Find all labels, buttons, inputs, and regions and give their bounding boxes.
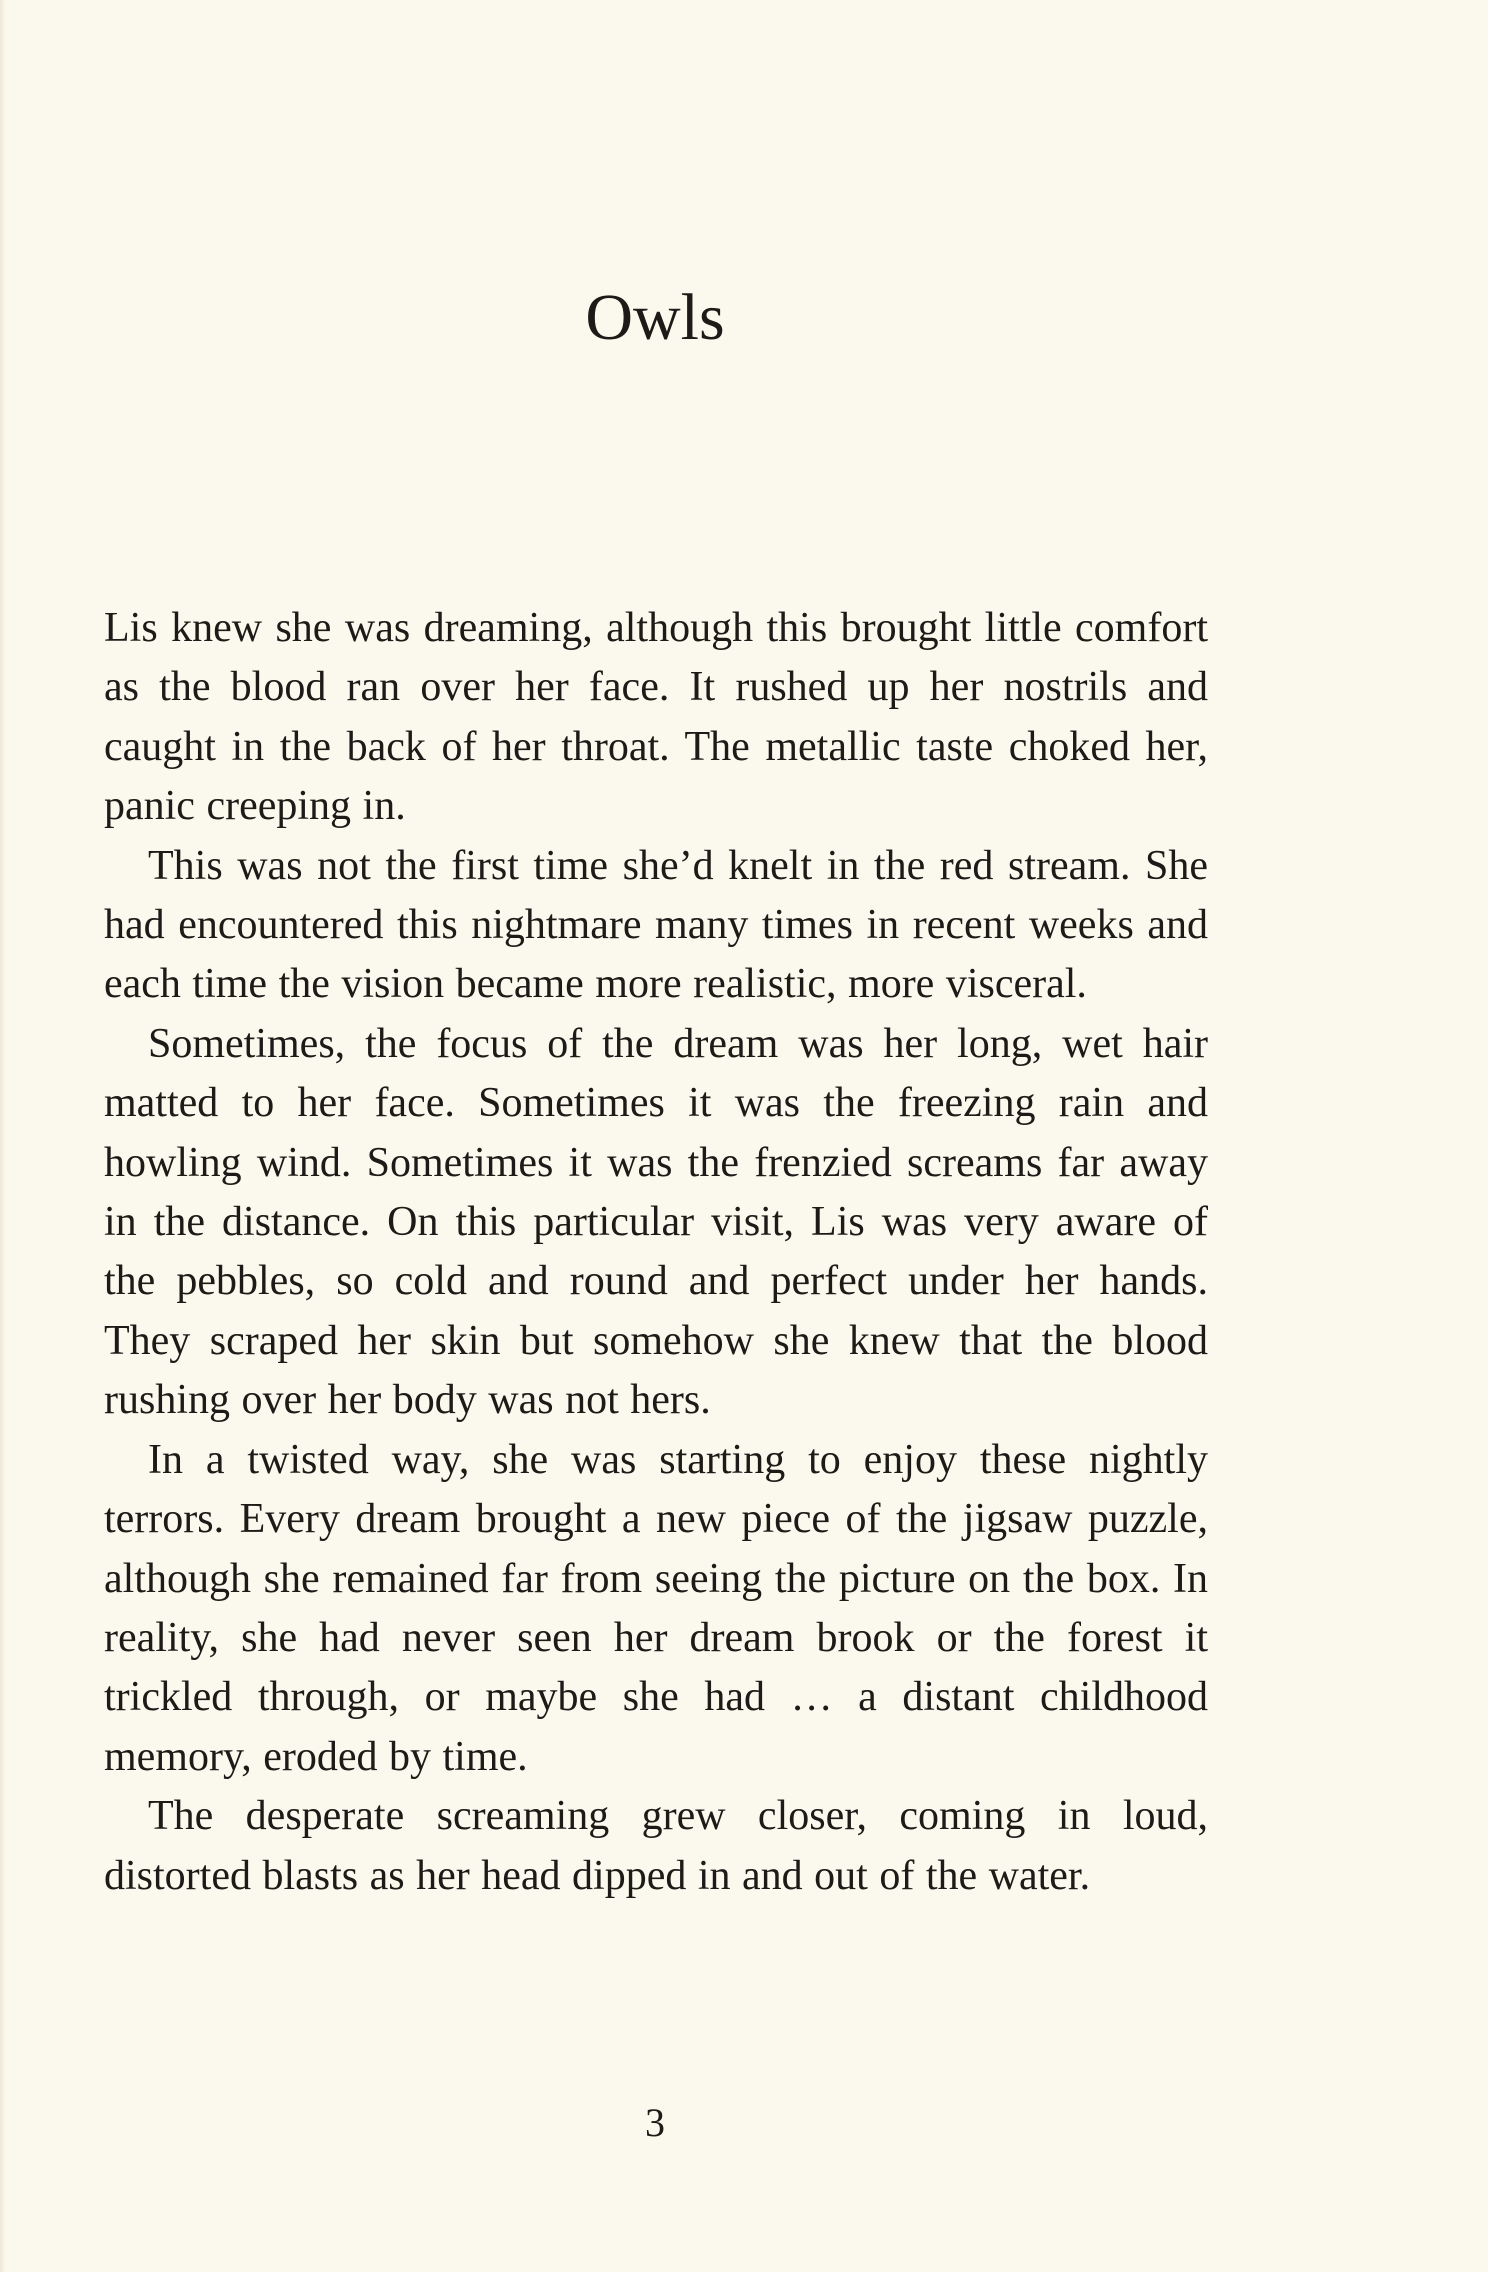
paragraph: In a twisted way, she was starting to enjoy these nightly terrors. Every dream brought a new piece of the jigsaw puzzle, although she remained far from seeing the picture on the box. In reality, she had never seen her dream brook or the forest it trickled through, or maybe she had … a distant childhood memory, eroded by time. <box>104 1436 1208 1780</box>
chapter-body <box>104 599 1208 1906</box>
paragraph: This was not the first time she’d knelt in the red stream. She had encountered this nightmare many times in recent weeks and each time the vision became more realistic, more visceral. <box>104 842 1208 1008</box>
paragraph: Sometimes, the focus of the dream was her long, wet hair matted to her face. Sometimes it was the freezing rain and howling wind. Sometimes it was the frenzied screams far away in the distance. On this particular visit, Lis was very aware of the pebbles, so cold and round and perfect under her hands. They scraped her skin but somehow she knew that the blood rushing over her body was not hers. <box>104 1020 1208 1424</box>
paragraph: The desperate screaming grew closer, coming in loud, distorted blasts as her head dipped in and out of the water. <box>104 1793 1208 1899</box>
page-number: 3 <box>645 2100 665 2145</box>
paragraph: Lis knew she was dreaming, although this brought little comfort as the blood ran over her face. It rushed up her nostrils and caught in the back of her throat. The metallic taste choked her, panic creeping in. <box>104 605 1208 830</box>
chapter-title: Owls <box>585 281 725 354</box>
